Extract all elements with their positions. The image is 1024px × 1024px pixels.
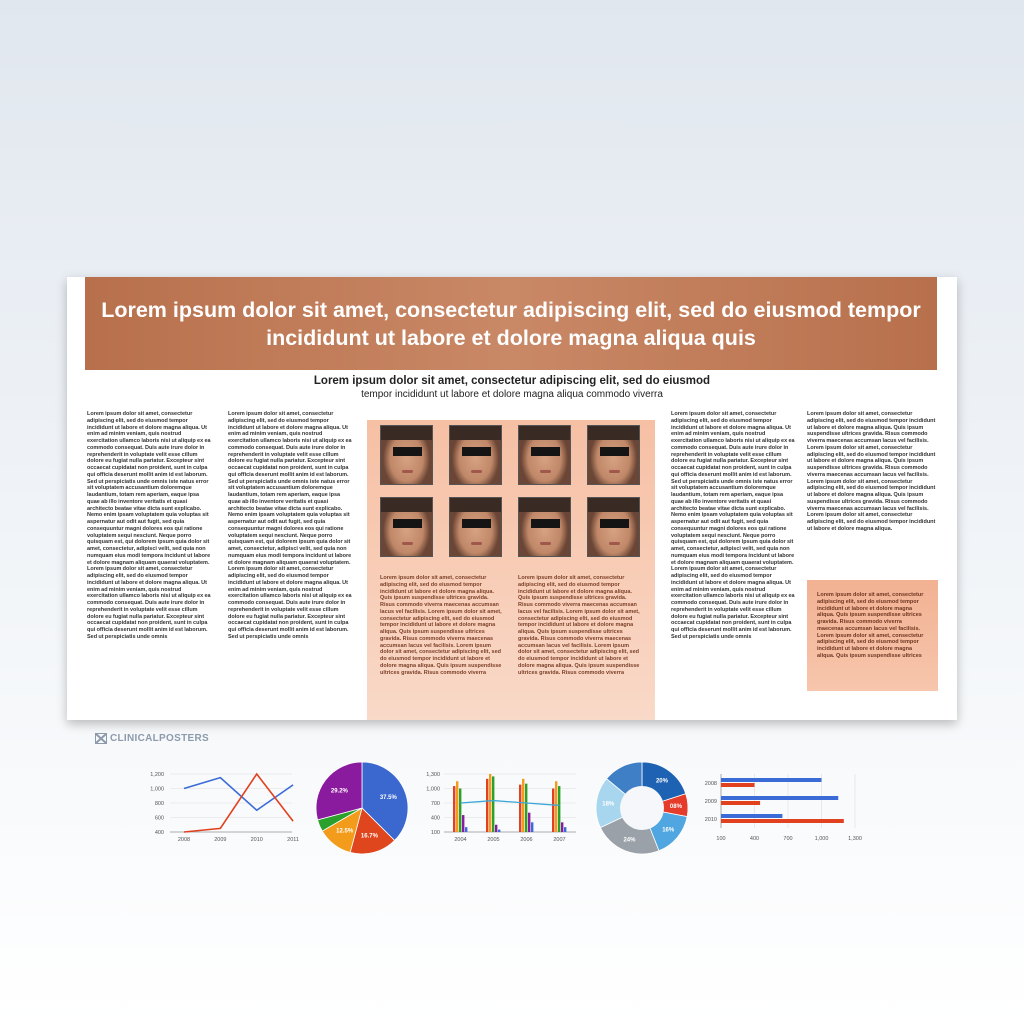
- donut-chart: [592, 758, 692, 858]
- x-tick-label: 2008: [177, 837, 191, 843]
- bar: [564, 827, 566, 832]
- poster-subtitle-line2: tempor incididunt ut labore et dolore magna aliqua commodo viverra: [361, 389, 663, 400]
- y-tick-label: 100: [430, 830, 440, 836]
- panel-text-left: Lorem ipsum dolor sit amet, consectetur adipiscing elit, sed do eiusmod tempor incididunt ut labore et dolore magna aliqua. Quis ipsum suspendisse ultrices gravida. Risus commodo viverra maecenas accumsan lacus vel facilisis. Lorem ipsum dolor sit amet, consectetur adipiscing elit, sed do eiusmod tempor incididunt ut labore et dolore magna aliqua. Quis ipsum suspendisse ultrices gravida. Risus commodo viverra maecenas accumsan lacus vel facilisis. Lorem ipsum dolor sit amet, consectetur adipiscing elit, sed do eiusmod tempor incididunt ut labore et dolore magna aliqua. Quis ipsum suspendisse ultrices gravida. Risus commodo viverra: [380, 575, 502, 676]
- x-tick-label: 2011: [287, 837, 299, 843]
- x-tick-label: 2009: [214, 837, 227, 843]
- slice-label: 20%: [655, 778, 668, 785]
- face-photo: [449, 425, 502, 485]
- y-tick-label: 1,200: [150, 772, 164, 778]
- slice-label: 16%: [662, 827, 675, 834]
- y-tick-label: 1,300: [426, 772, 440, 778]
- y-tick-label: 600: [154, 815, 164, 822]
- poster-subtitle-line1: Lorem ipsum dolor sit amet, consectetur adipiscing elit, sed do eiusmod: [313, 375, 711, 387]
- bar-chart: [418, 768, 580, 846]
- bar: [522, 779, 524, 832]
- x-tick-label: 2010: [250, 837, 263, 843]
- text-column-4: Lorem ipsum dolor sit amet, consectetur adipiscing elit, sed do eiusmod tempor incididunt ut labore et dolore magna aliqua. Quis ipsum suspendisse ultrices gravida. Risus commodo viverra maecenas accumsan lacus vel facilisis. Lorem ipsum dolor sit amet, consectetur adipiscing elit, sed do eiusmod tempor incididunt ut labore et dolore magna aliqua. Quis ipsum suspendisse ultrices gravida. Risus commodo viverra maecenas accumsan lacus vel facilisis. Lorem ipsum dolor sit amet, consectetur adipiscing elit, sed do eiusmod tempor incididunt ut labore et dolore magna aliqua. Quis ipsum suspendisse ultrices gravida. Risus commodo viverra maecenas accumsan lacus vel facilisis. Lorem ipsum dolor sit amet, consectetur adipiscing elit, sed do eiusmod tempor incididunt ut labore et dolore magna aliqua.: [807, 411, 936, 532]
- slice-label: 12.5%: [336, 828, 354, 835]
- bar: [552, 789, 554, 833]
- brand-logo: [95, 733, 209, 744]
- bar: [492, 776, 494, 832]
- bar: [459, 789, 461, 833]
- bar: [462, 815, 464, 832]
- x-tick-label: 700: [783, 836, 793, 842]
- bar: [498, 830, 500, 832]
- slice-label: 29.2%: [330, 788, 348, 795]
- bar: [721, 783, 755, 787]
- x-tick-label: 2004: [454, 837, 467, 843]
- x-tick-label: 1,000: [814, 836, 829, 842]
- photo-panel: [367, 420, 655, 720]
- text-column-2: Lorem ipsum dolor sit amet, consectetur adipiscing elit, sed do eiusmod tempor incididunt ut labore et dolore magna aliqua. Ut enim ad minim veniam, quis nostrud exercitation ullamco laboris nisi ut aliquip ex ea commodo consequat. Duis aute irure dolor in reprehenderit in voluptate velit esse cillum dolore eu fugiat nulla pariatur. Excepteur sint occaecat cupidatat non proident, sunt in culpa qui officia deserunt mollit anim id est laborum. Sed ut perspiciatis unde omnis iste natus error sit voluptatem accusantium doloremque laudantium, totam rem aperiam, eaque ipsa quae ab illo inventore veritatis et quasi architecto beatae vitae dicta sunt explicabo. Nemo enim ipsam voluptatem quia voluptas sit aspernatur aut odit aut fugit, sed quia consequuntur magni dolores eos qui ratione voluptatem sequi nesciunt. Neque porro quisquam est, qui dolorem ipsum quia dolor sit amet, consectetur, adipisci velit, sed quia non numquam eius modi tempora incidunt ut labore et dolore magnam aliquam quaerat voluptatem. Lorem ipsum dolor sit amet, consectetur adipiscing elit, sed do eiusmod tempor incididunt ut labore et dolore magna aliqua. Ut enim ad minim veniam, quis nostrud exercitation ullamco laboris nisi ut aliquip ex ea commodo consequat. Duis aute irure dolor in reprehenderit in voluptate velit esse cillum dolore eu fugiat nulla pariatur. Excepteur sint occaecat cupidatat non proident, sunt in culpa qui officia deserunt mollit anim id est laborum. Sed ut perspiciatis unde omnis: [228, 411, 352, 640]
- bar: [721, 814, 782, 818]
- bar: [721, 819, 844, 823]
- bar: [528, 813, 530, 832]
- face-photo: [380, 497, 433, 557]
- donut-hole: [620, 786, 664, 830]
- face-photo: [587, 497, 640, 557]
- bar: [558, 786, 560, 832]
- line-chart: [140, 768, 300, 846]
- bar: [495, 825, 497, 832]
- bar: [456, 781, 458, 832]
- brand-name: CLINICALPOSTERS: [110, 733, 209, 744]
- y-tick-label: 700: [430, 801, 440, 807]
- y-tick-label: 1,000: [150, 786, 164, 793]
- bar: [525, 784, 527, 832]
- slice-label: 16.7%: [360, 833, 378, 840]
- bar: [721, 778, 822, 782]
- face-photo: [518, 497, 571, 557]
- x-tick-label: 100: [716, 836, 726, 842]
- x-tick-label: 1,300: [848, 836, 862, 842]
- bar: [555, 781, 557, 832]
- bar: [486, 779, 488, 832]
- slice-label: 37.5%: [379, 795, 397, 802]
- x-tick-label: 2006: [520, 837, 533, 843]
- y-tick-label: 800: [154, 801, 164, 807]
- bar: [721, 796, 838, 800]
- poster-banner: [85, 277, 937, 370]
- y-tick-label: 2010: [704, 817, 717, 823]
- poster-title: Lorem ipsum dolor sit amet, consectetur adipiscing elit, sed do eiusmod tempor incididunt ut labore et dolore magna aliqua quis: [101, 297, 921, 350]
- panel-text-right: Lorem ipsum dolor sit amet, consectetur adipiscing elit, sed do eiusmod tempor incididunt ut labore et dolore magna aliqua. Quis ipsum suspendisse ultrices gravida. Risus commodo viverra maecenas accumsan lacus vel facilisis. Lorem ipsum dolor sit amet, consectetur adipiscing elit, sed do eiusmod tempor incididunt ut labore et dolore magna aliqua. Quis ipsum suspendisse ultrices gravida. Risus commodo viverra maecenas accumsan lacus vel facilisis. Lorem ipsum dolor sit amet, consectetur adipiscing elit, sed do eiusmod tempor incididunt ut labore et dolore magna aliqua. Quis ipsum suspendisse ultrices gravida. Risus commodo viverra: [518, 575, 640, 676]
- slice-label: 18%: [602, 801, 615, 808]
- hbar-chart: [695, 772, 865, 846]
- text-column-1: Lorem ipsum dolor sit amet, consectetur adipiscing elit, sed do eiusmod tempor incididunt ut labore et dolore magna aliqua. Ut enim ad minim veniam, quis nostrud exercitation ullamco laboris nisi ut aliquip ex ea commodo consequat. Duis aute irure dolor in reprehenderit in voluptate velit esse cillum dolore eu fugiat nulla pariatur. Excepteur sint occaecat cupidatat non proident, sunt in culpa qui officia deserunt mollit anim id est laborum. Sed ut perspiciatis unde omnis iste natus error sit voluptatem accusantium doloremque laudantium, totam rem aperiam, eaque ipsa quae ab illo inventore veritatis et quasi architecto beatae vitae dicta sunt explicabo. Nemo enim ipsam voluptatem quia voluptas sit aspernatur aut odit aut fugit, sed quia consequuntur magni dolores eos qui ratione voluptatem sequi nesciunt. Neque porro quisquam est, qui dolorem ipsum quia dolor sit amet, consectetur, adipisci velit, sed quia non numquam eius modi tempora incidunt ut labore et dolore magnam aliquam quaerat voluptatem. Lorem ipsum dolor sit amet, consectetur adipiscing elit, sed do eiusmod tempor incididunt ut labore et dolore magna aliqua. Ut enim ad minim veniam, quis nostrud exercitation ullamco laboris nisi ut aliquip ex ea commodo consequat. Duis aute irure dolor in reprehenderit in voluptate velit esse cillum dolore eu fugiat nulla pariatur. Excepteur sint occaecat cupidatat non proident, sunt in culpa qui officia deserunt mollit anim id est laborum. Sed ut perspiciatis unde omnis: [87, 411, 211, 640]
- series-line: [184, 778, 293, 811]
- x-tick-label: 400: [749, 836, 760, 842]
- bar: [465, 827, 467, 832]
- face-photo: [380, 425, 433, 485]
- face-photo: [518, 425, 571, 485]
- x-tick-label: 2005: [487, 837, 500, 843]
- y-tick-label: 1,000: [426, 786, 440, 793]
- y-tick-label: 400: [430, 815, 440, 822]
- highlight-box: Lorem ipsum dolor sit amet, consectetur adipiscing elit, sed do eiusmod tempor incididunt ut labore et dolore magna aliqua. Quis ipsum suspendisse ultrices gravida. Risus commodo viverra maecenas accumsan lacus vel facilisis. Lorem ipsum dolor sit amet, consectetur adipiscing elit, sed do eiusmod tempor incididunt ut labore et dolore magna aliqua. Quis ipsum suspendisse ultrices: [807, 580, 938, 691]
- x-tick-label: 2007: [553, 837, 566, 843]
- text-column-3: Lorem ipsum dolor sit amet, consectetur adipiscing elit, sed do eiusmod tempor incididunt ut labore et dolore magna aliqua. Ut enim ad minim veniam, quis nostrud exercitation ullamco laboris nisi ut aliquip ex ea commodo consequat. Duis aute irure dolor in reprehenderit in voluptate velit esse cillum dolore eu fugiat nulla pariatur. Excepteur sint occaecat cupidatat non proident, sunt in culpa qui officia deserunt mollit anim id est laborum. Sed ut perspiciatis unde omnis iste natus error sit voluptatem accusantium doloremque laudantium, totam rem aperiam, eaque ipsa quae ab illo inventore veritatis et quasi architecto beatae vitae dicta sunt explicabo. Nemo enim ipsam voluptatem quia voluptas sit aspernatur aut odit aut fugit, sed quia consequuntur magni dolores eos qui ratione voluptatem sequi nesciunt. Neque porro quisquam est, qui dolorem ipsum quia dolor sit amet, consectetur, adipisci velit, sed quia non numquam eius modi tempora incidunt ut labore et dolore magnam aliquam quaerat voluptatem. Lorem ipsum dolor sit amet, consectetur adipiscing elit, sed do eiusmod tempor incididunt ut labore et dolore magna aliqua. Ut enim ad minim veniam, quis nostrud exercitation ullamco laboris nisi ut aliquip ex ea commodo consequat. Duis aute irure dolor in reprehenderit in voluptate velit esse cillum dolore eu fugiat nulla pariatur. Excepteur sint occaecat cupidatat non proident, sunt in culpa qui officia deserunt mollit anim id est laborum. Sed ut perspiciatis unde omnis: [671, 411, 795, 640]
- logo-mark-icon: [95, 733, 107, 744]
- slice-label: 24%: [623, 837, 636, 844]
- bar: [561, 822, 563, 832]
- bar: [519, 785, 521, 832]
- bar: [489, 774, 491, 832]
- y-tick-label: 2009: [704, 799, 717, 805]
- face-photo: [587, 425, 640, 485]
- face-photo: [449, 497, 502, 557]
- pie-chart: [312, 758, 412, 858]
- slice-label: 08%: [669, 803, 682, 810]
- poster: [67, 277, 957, 720]
- bar: [531, 822, 533, 832]
- bar: [453, 786, 455, 832]
- y-tick-label: 2008: [704, 781, 717, 787]
- bar: [721, 801, 760, 805]
- y-tick-label: 400: [154, 830, 164, 836]
